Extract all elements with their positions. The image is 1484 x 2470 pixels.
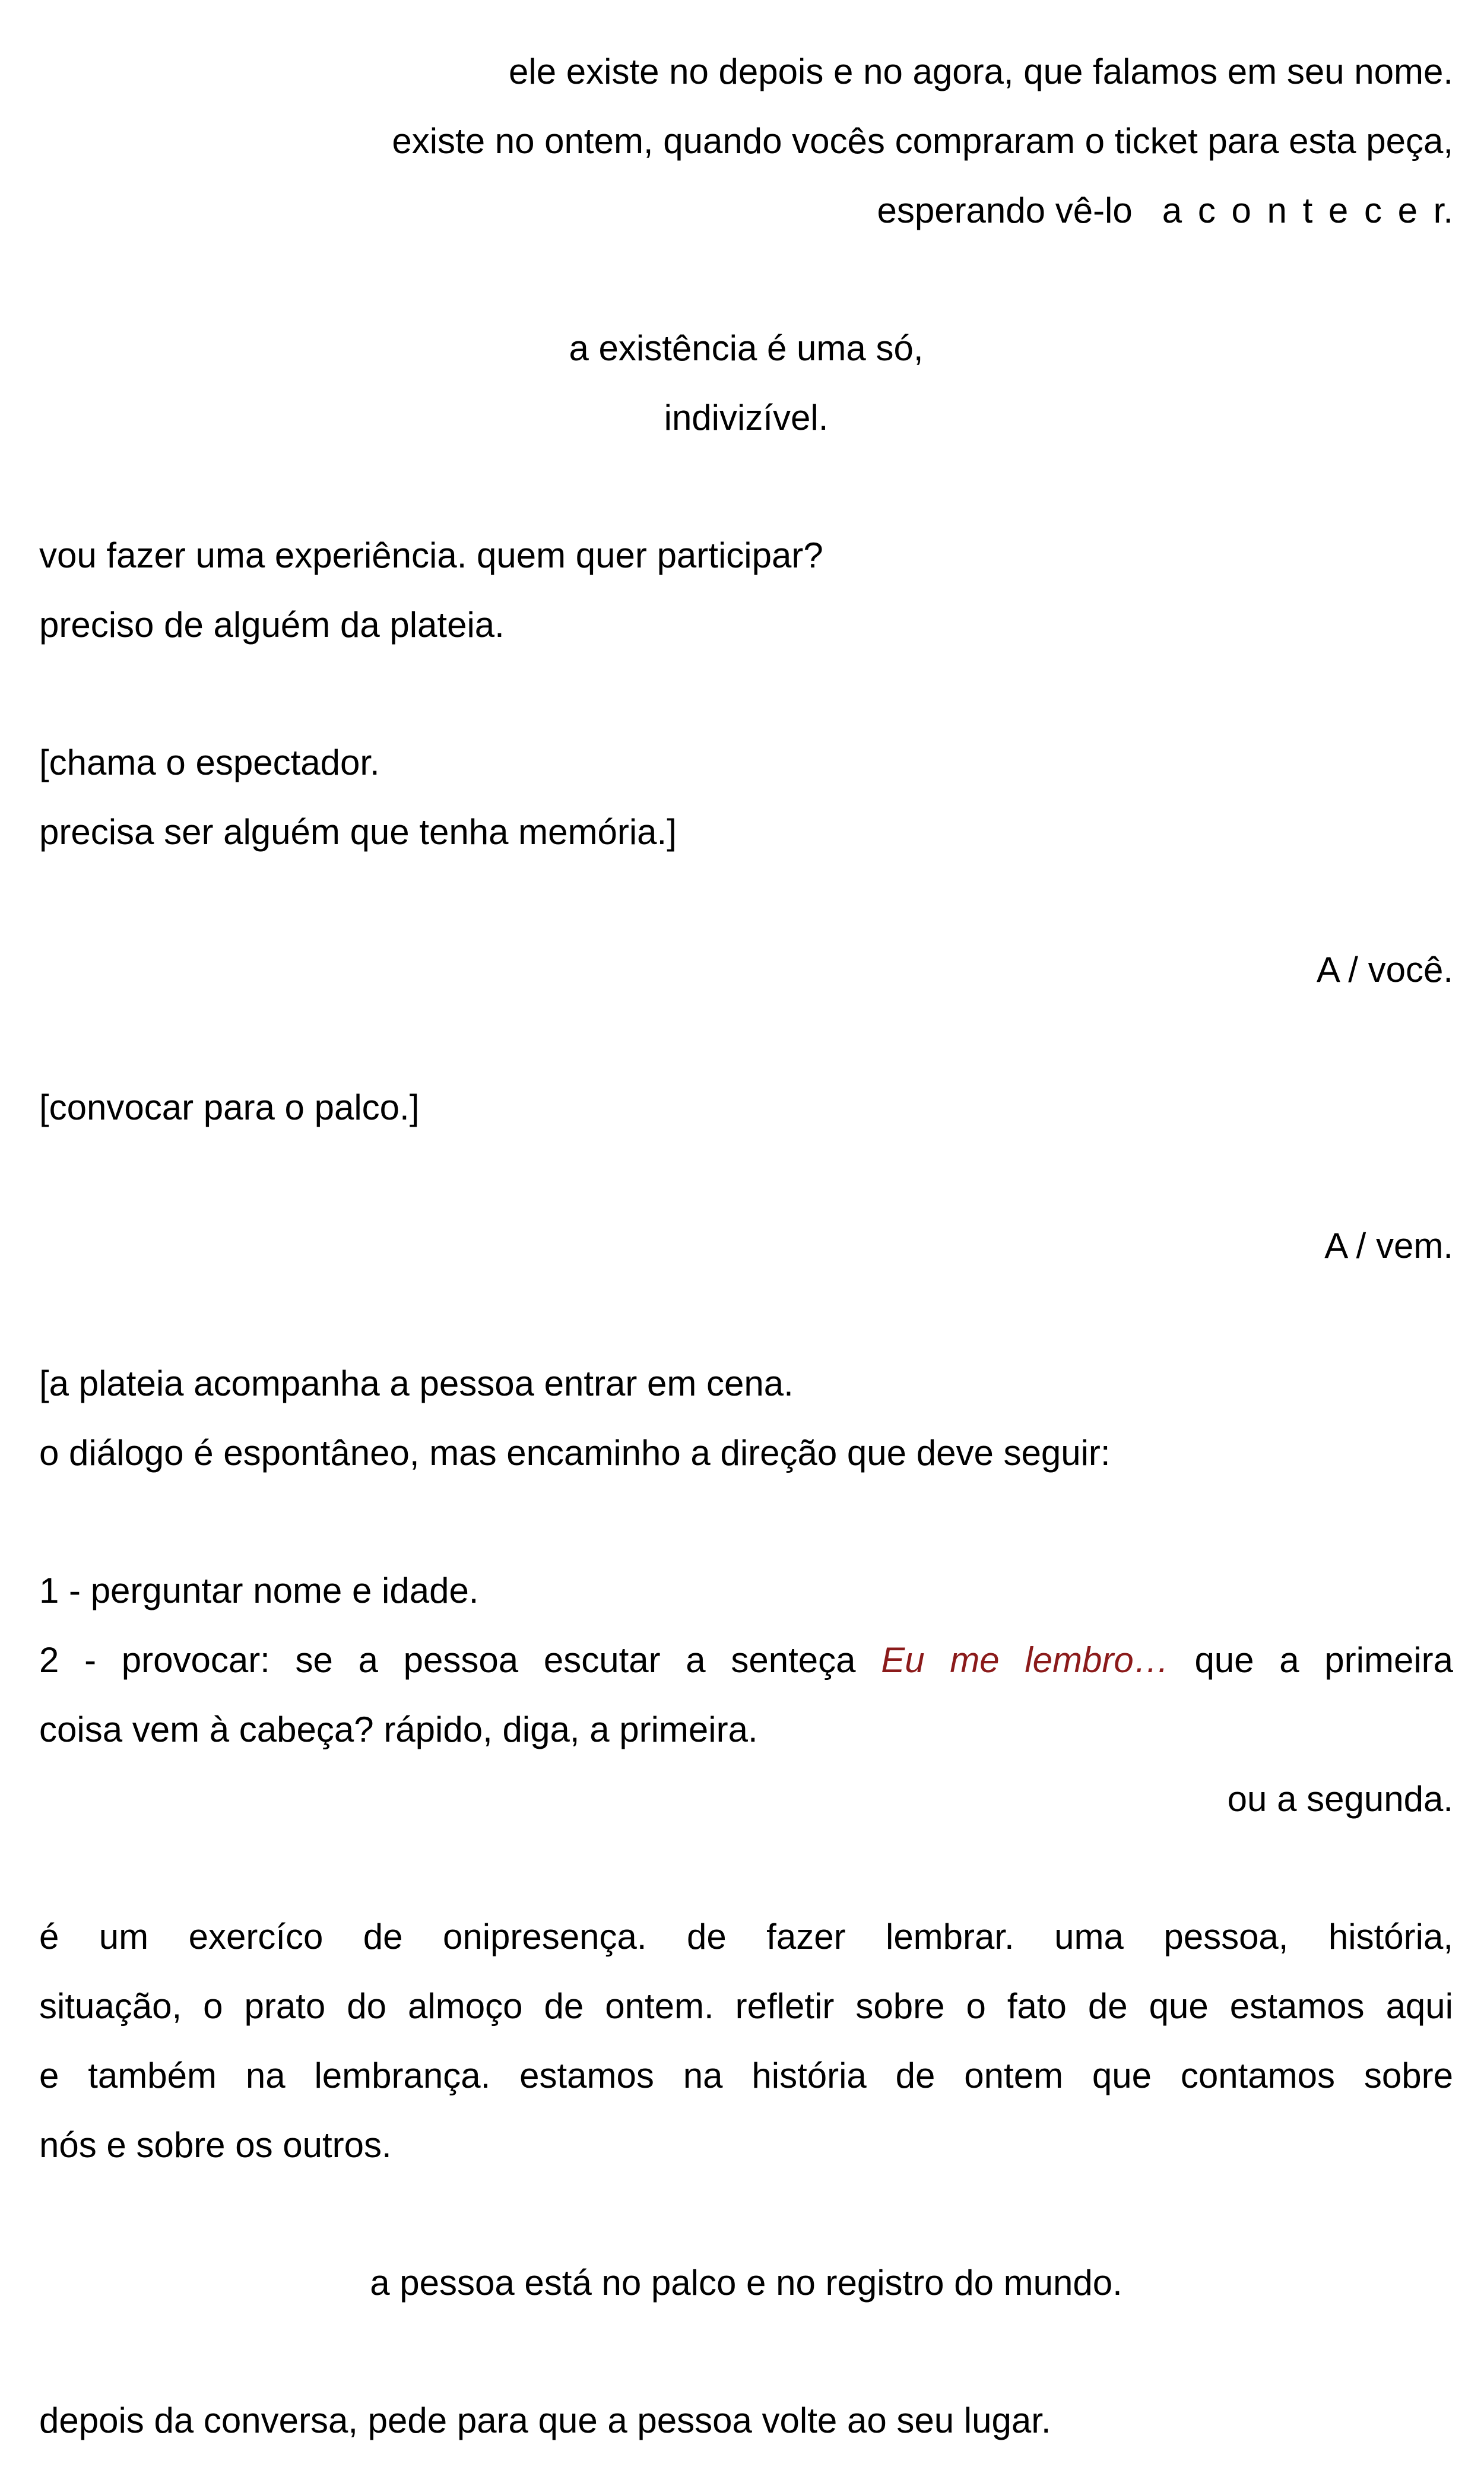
- reflection-line-2: situação, o prato do almoço de ontem. refletir sobre o fato de que estamos aqui: [39, 1986, 1453, 2026]
- step-2-text-a: 2 - provocar: se a pessoa escutar a senteça: [39, 1640, 856, 1680]
- acontecer-spaced: a c o n t e c e r.: [1162, 191, 1453, 230]
- step-2-line-2: coisa vem à cabeça? rápido, diga, a primeira.: [39, 1710, 758, 1749]
- step-1: 1 - perguntar nome e idade.: [39, 1571, 479, 1610]
- step-2-line-1: [39, 1625, 1453, 1695]
- speech-line-voce: A / você.: [1316, 950, 1453, 990]
- reflection-line-4: nós e sobre os outros.: [39, 2125, 392, 2165]
- opening-line-3: [39, 176, 1453, 245]
- reflection-line-3: e também na lembrança. estamos na história de ontem que contamos sobre: [39, 2056, 1453, 2095]
- stage-dialog-line-2: o diálogo é espontâneo, mas encaminho a direção que deve seguir:: [39, 1433, 1111, 1473]
- stage-call-line-2: precisa ser alguém que tenha memória.]: [39, 812, 677, 852]
- experiment-line-2: preciso de alguém da plateia.: [39, 605, 505, 645]
- step-2-text-b: que a primeira: [1194, 1640, 1454, 1680]
- closing-line: depois da conversa, pede para que a pessoa volte ao seu lugar.: [39, 2401, 1051, 2440]
- stage-register: a pessoa está no palco e no registro do mundo.: [370, 2263, 1122, 2303]
- step-2-emphasis: Eu me lembro…: [881, 1640, 1169, 1680]
- speech-line-vem: A / vem.: [1324, 1226, 1453, 1266]
- stage-convoke: [convocar para o palco.]: [39, 1087, 420, 1127]
- existence-line-2: indivizível.: [664, 398, 829, 437]
- stage-call-line-1: [chama o espectador.: [39, 743, 380, 782]
- stage-dialog-line-1: [a plateia acompanha a pessoa entrar em cena.: [39, 1364, 794, 1403]
- opening-line-1: ele existe no depois e no agora, que falamos em seu nome.: [509, 52, 1453, 91]
- opening-line-2: existe no ontem, quando vocês compraram o ticket para esta peça,: [392, 121, 1453, 161]
- opening-line-3-text: esperando vê-lo: [877, 191, 1133, 230]
- existence-line-1: a existência é uma só,: [569, 328, 924, 368]
- reflection-line-1: é um exercíco de onipresença. de fazer lembrar. uma pessoa, história,: [39, 1917, 1453, 1957]
- script-page: [39, 0, 1453, 2470]
- step-2-line-3: ou a segunda.: [1227, 1779, 1453, 1819]
- experiment-line-1: vou fazer uma experiência. quem quer participar?: [39, 535, 823, 575]
